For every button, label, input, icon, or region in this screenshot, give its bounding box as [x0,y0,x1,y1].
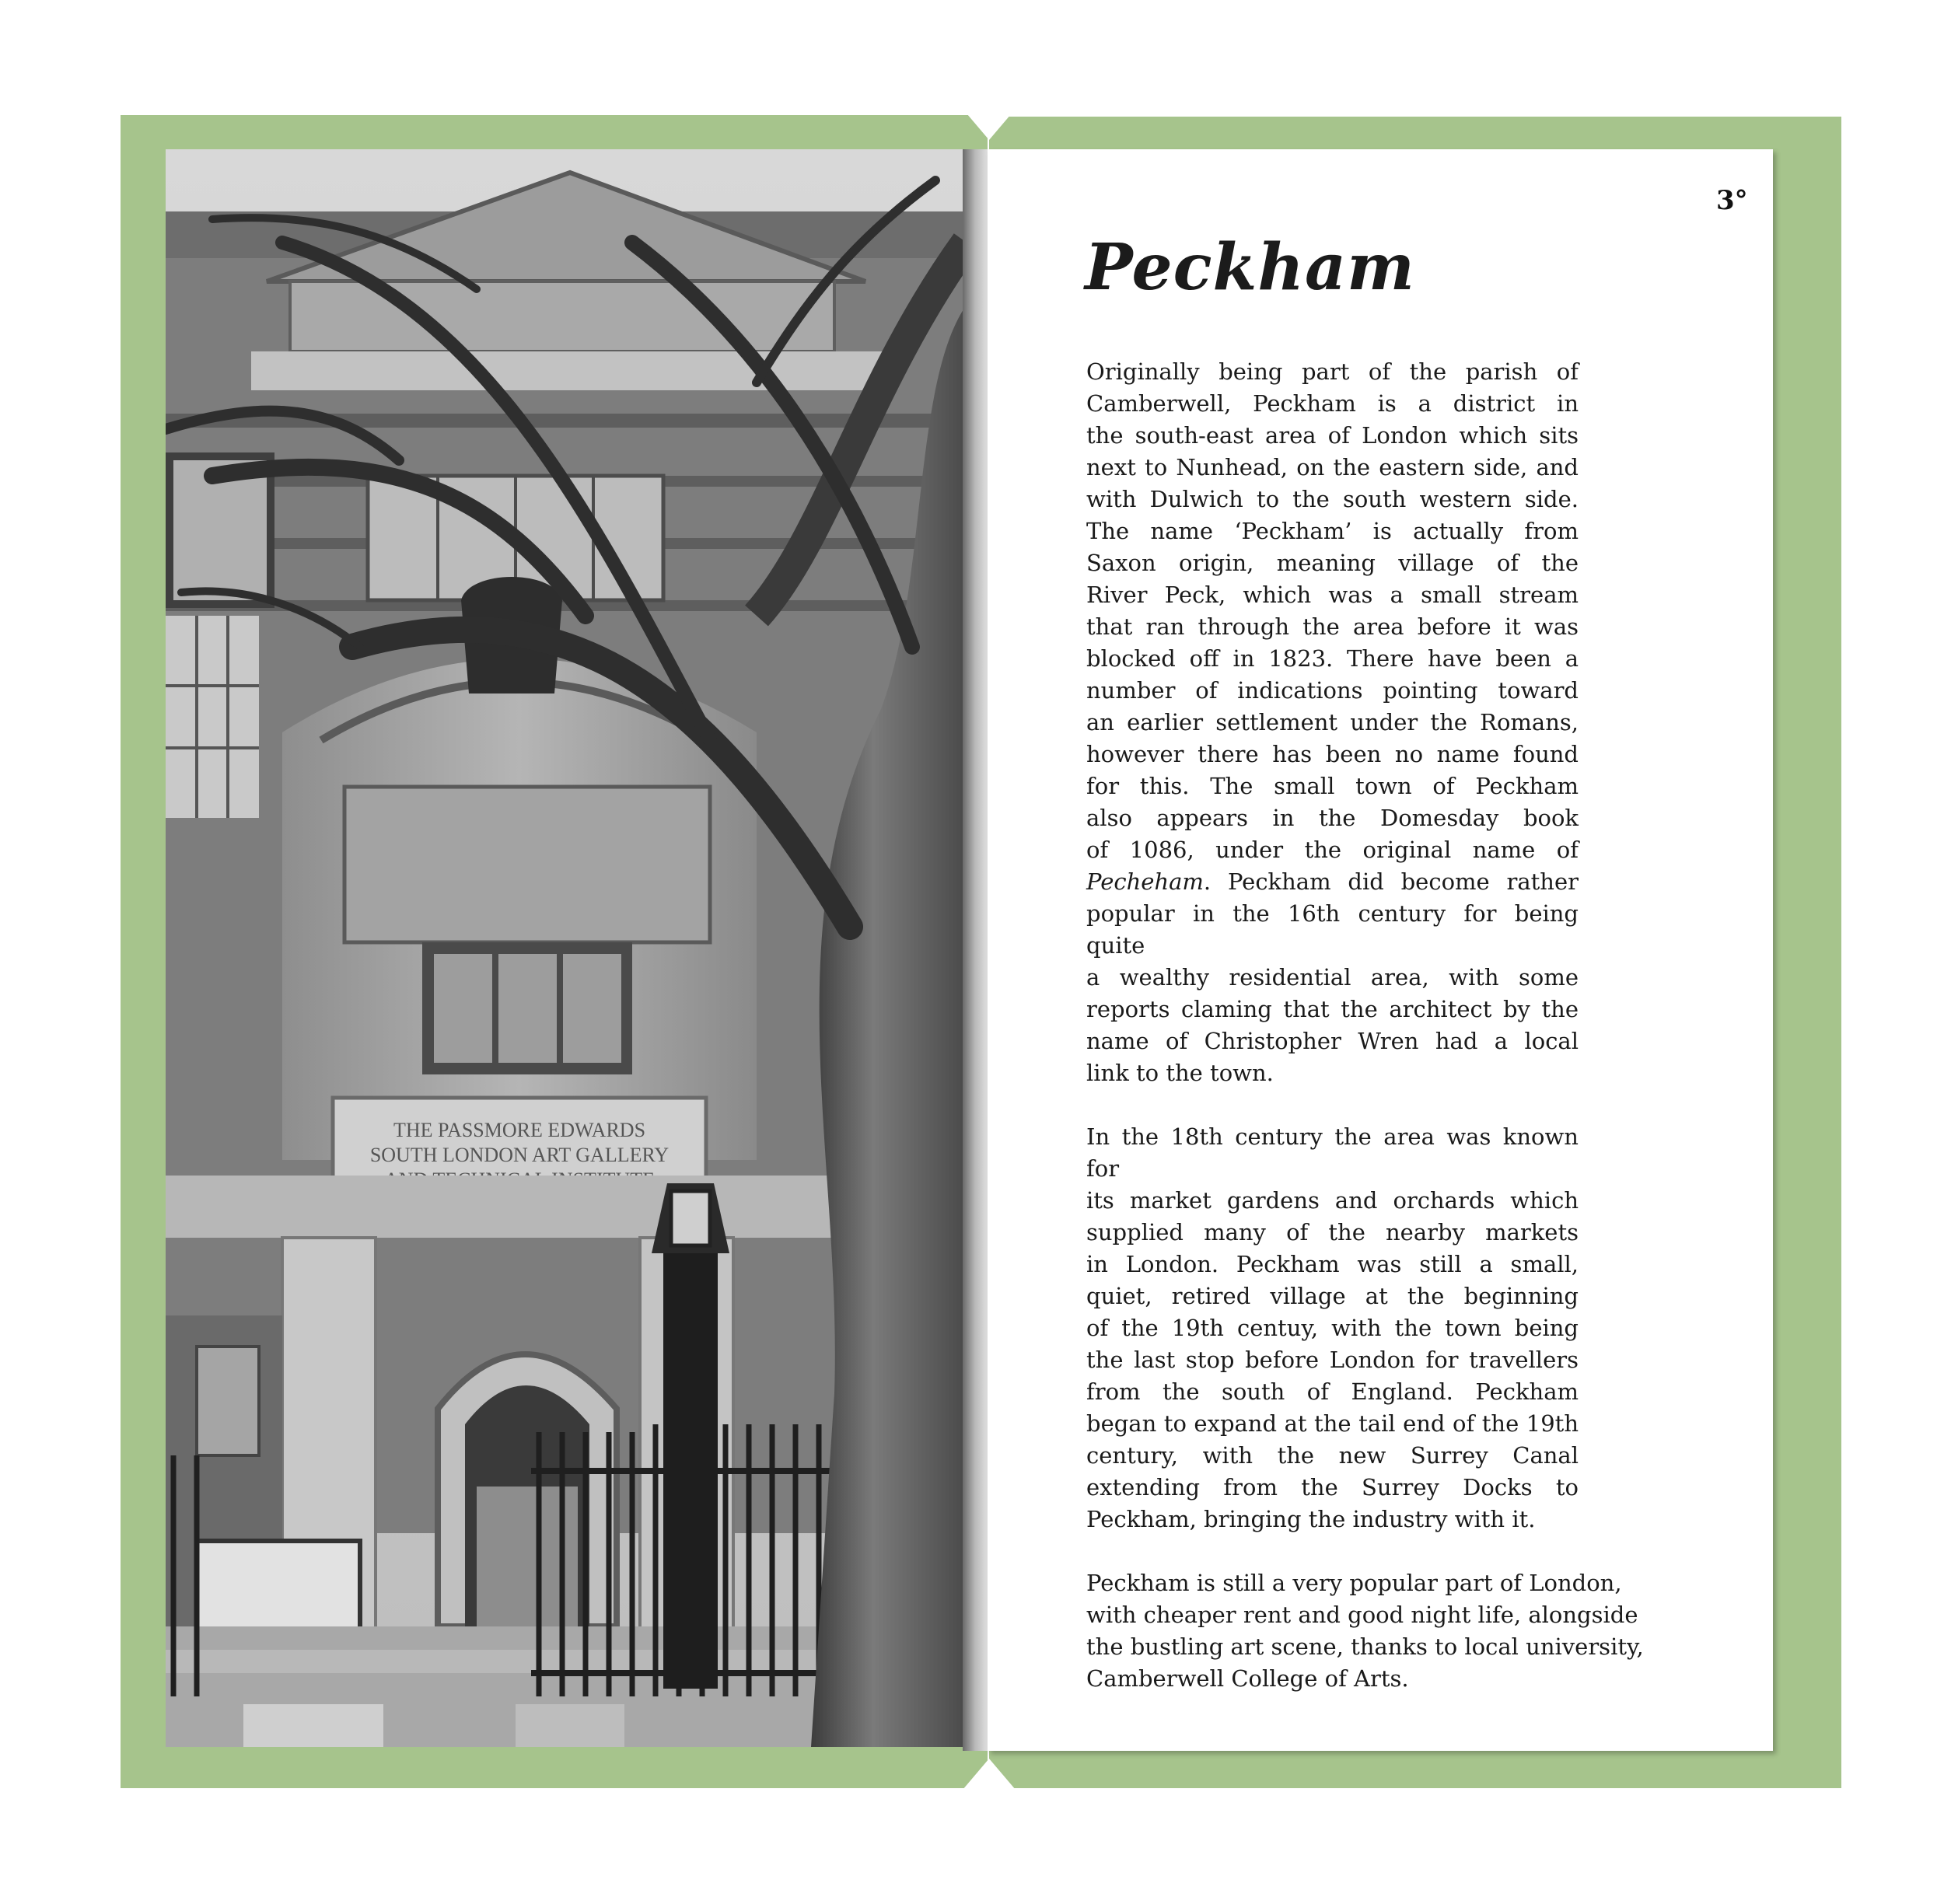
emphasized-name: Pecheham [1086,868,1204,895]
emphasis-continuation: . Peckham did become rather [1203,868,1579,895]
paragraph-line: a wealthy residential area, with some [1086,964,1579,990]
paragraph-line: link to the town. [1086,1060,1274,1086]
paragraph-line: Peckham is still a very popular part of London, [1086,1570,1622,1596]
paragraph-line: began to expand at the tail end of the 19th [1086,1410,1579,1437]
building-photograph-drawing [166,149,967,1747]
paragraph-line: quiet, retired village at the beginning [1086,1283,1579,1309]
cover-notch-top [963,109,1016,140]
paragraph-line: however there has been no name found [1086,741,1579,767]
paragraph-line: its market gardens and orchards which [1086,1187,1579,1214]
paragraph-line: Camberwell, Peckham is a district in [1086,390,1579,417]
paragraph-line: number of indications pointing toward [1086,677,1579,704]
paragraph-line: that ran through the area before it was [1086,613,1579,640]
booklet-spine [963,149,991,1751]
paragraph-2 [1086,1121,1579,1535]
paragraph-line: the bustling art scene, thanks to local university, [1086,1633,1644,1660]
paragraph-line: Camberwell College of Arts. [1086,1665,1409,1692]
inscription-line-1: THE PASSMORE EDWARDS [393,1119,646,1141]
article-body [1086,356,1644,1695]
paragraph-3 [1086,1567,1685,1695]
paragraph-line: the last stop before London for travellers [1086,1347,1579,1373]
paragraph-1 [1086,356,1579,1089]
paragraph-line: In the 18th century the area was known for [1086,1123,1579,1182]
paragraph-line: in London. Peckham was still a small, [1086,1251,1579,1277]
paragraph-line: the south-east area of London which sits [1086,422,1579,449]
page-title: Peckham [1085,230,1415,305]
building-photograph [166,149,967,1747]
cover-notch-bottom [963,1759,1016,1790]
paragraph-line: extending from the Surrey Docks to [1086,1474,1579,1500]
paragraph-line: Originally being part of the parish of [1086,358,1579,385]
paragraph-line: century, with the new Surrey Canal [1086,1442,1579,1469]
paragraph-line: an earlier settlement under the Romans, [1086,709,1579,735]
paragraph-line: with cheaper rent and good night life, alongside [1086,1602,1638,1628]
paragraph-line: also appears in the Domesday book [1086,805,1579,831]
paragraph-line: popular in the 16th century for being quite [1086,900,1579,959]
paragraph-line: with Dulwich to the south western side. [1086,486,1579,512]
page-number: 3° [1716,185,1748,216]
paragraph-line: for this. The small town of Peckham [1086,773,1579,799]
paragraph-line: blocked off in 1823. There have been a [1086,645,1579,672]
paragraph-line: reports claming that the architect by the [1086,996,1579,1022]
paragraph-line: from the south of England. Peckham [1086,1378,1579,1405]
paragraph-line: of 1086, under the original name of [1086,837,1579,863]
paragraph-line: of the 19th centuy, with the town being [1086,1315,1579,1341]
paragraph-line: River Peck, which was a small stream [1086,582,1579,608]
paragraph-line: next to Nunhead, on the eastern side, and [1086,454,1579,480]
paragraph-line: supplied many of the nearby markets [1086,1219,1579,1245]
paragraph-line: Saxon origin, meaning village of the [1086,550,1579,576]
inscription-line-2: SOUTH LONDON ART GALLERY [369,1144,670,1166]
paragraph-line: name of Christopher Wren had a local [1086,1028,1579,1054]
paragraph-line: Peckham, bringing the industry with it. [1086,1506,1536,1532]
paragraph-line: The name ‘Peckham’ is actually from [1086,518,1579,544]
paragraph-line-with-emphasis [1086,866,1579,898]
